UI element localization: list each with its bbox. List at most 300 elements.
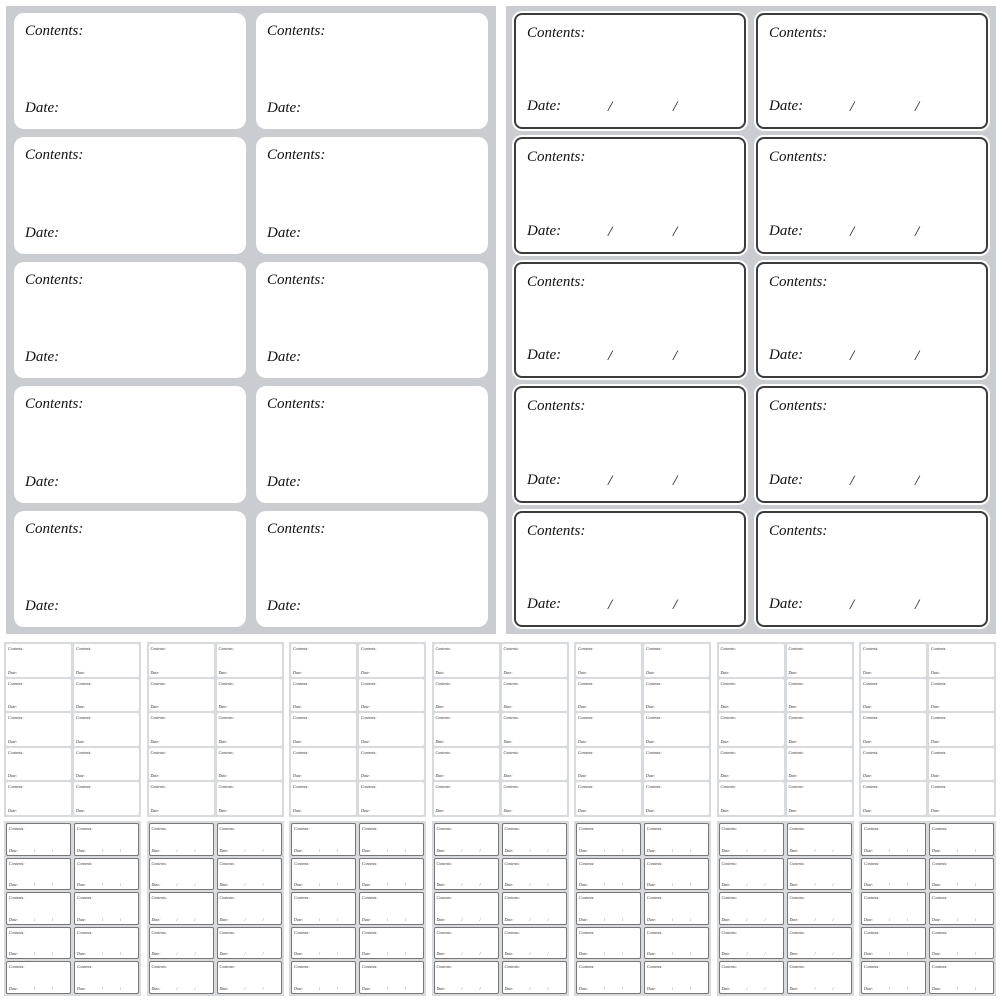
- mini-label: [149, 679, 214, 712]
- mini-label: [359, 961, 424, 994]
- mini-date-separator: /: [34, 985, 36, 991]
- mini-label: [6, 748, 71, 781]
- bordered-label: [756, 137, 988, 253]
- mini-contents-label: Contents:: [293, 680, 309, 686]
- mini-contents-label: Contents:: [435, 784, 452, 790]
- mini-date-label: Date:: [646, 773, 656, 779]
- mini-contents-label: Contents:: [219, 964, 236, 970]
- mini-date-separator: /: [889, 882, 891, 888]
- mini-date-separator: /: [194, 985, 196, 991]
- mini-label: [6, 823, 71, 856]
- mini-date-label: Date:: [294, 882, 304, 888]
- mini-label: [6, 782, 71, 815]
- mini-contents-label: Contents:: [294, 860, 310, 866]
- mini-label: [861, 782, 926, 815]
- mini-contents-label: Contents:: [503, 646, 520, 651]
- bordered-label: [756, 13, 988, 129]
- mini-contents-label: Contents:: [219, 895, 236, 901]
- mini-date-label: Date:: [8, 773, 18, 779]
- mini-date-separator: /: [102, 882, 104, 888]
- mini-date-separator: /: [244, 882, 246, 888]
- contents-label: Contents:: [527, 273, 586, 290]
- mini-contents-label: Contents:: [150, 749, 167, 755]
- mini-date-label: Date:: [9, 916, 19, 922]
- mini-date-label: Date:: [76, 773, 86, 779]
- mini-contents-label: Contents:: [504, 826, 521, 831]
- mini-label: [787, 823, 852, 856]
- mini-label: [6, 927, 71, 960]
- mini-date-separator: /: [34, 847, 36, 853]
- mini-label: [719, 823, 784, 856]
- mini-date-separator: /: [479, 916, 481, 922]
- mini-date-separator: /: [319, 985, 321, 991]
- date-separator: /: [850, 223, 855, 240]
- mini-date-label: Date:: [219, 916, 229, 922]
- mini-date-label: Date:: [647, 847, 657, 853]
- mini-label: [861, 858, 926, 891]
- date-label: Date:: [267, 598, 302, 614]
- mini-label: [217, 782, 282, 815]
- mini-date-separator: /: [461, 916, 463, 922]
- mini-contents-label: Contents:: [579, 860, 595, 866]
- mini-date-label: Date:: [8, 704, 18, 710]
- mini-label: [929, 858, 994, 891]
- mini-contents-label: Contents:: [647, 895, 663, 901]
- mini-label: [74, 823, 139, 856]
- mini-date-label: Date:: [504, 951, 514, 957]
- mini-date-separator: /: [387, 847, 389, 853]
- mini-label: [787, 927, 852, 960]
- mini-date-separator: /: [479, 847, 481, 853]
- mini-date-separator: /: [604, 951, 606, 957]
- mini-date-label: Date:: [362, 847, 372, 853]
- mini-date-label: Date:: [503, 738, 513, 744]
- label-grid-bordered: [506, 6, 996, 634]
- mini-contents-label: Contents:: [8, 749, 24, 755]
- mini-contents-label: Contents:: [362, 860, 378, 866]
- sheet-thumbnail: [289, 821, 426, 996]
- date-label: Date:: [527, 98, 562, 115]
- mini-contents-label: Contents:: [578, 680, 594, 686]
- mini-label: [644, 782, 709, 815]
- mini-label: [291, 748, 356, 781]
- mini-date-label: Date:: [931, 738, 941, 744]
- mini-date-label: Date:: [720, 807, 730, 813]
- mini-label: [929, 823, 994, 856]
- mini-date-separator: /: [814, 882, 816, 888]
- mini-label: [719, 644, 784, 677]
- mini-date-separator: /: [622, 882, 624, 888]
- mini-label: [502, 858, 567, 891]
- mini-contents-label: Contents:: [436, 895, 453, 901]
- mini-label: [6, 679, 71, 712]
- mini-date-label: Date:: [788, 704, 798, 710]
- mini-date-label: Date:: [788, 773, 798, 779]
- mini-date-label: Date:: [218, 738, 228, 744]
- mini-date-separator: /: [957, 951, 959, 957]
- mini-label: [291, 782, 356, 815]
- mini-date-label: Date:: [578, 704, 588, 710]
- mini-date-separator: /: [957, 916, 959, 922]
- date-label: Date:: [527, 222, 562, 239]
- mini-label: [149, 748, 214, 781]
- mini-date-separator: /: [957, 985, 959, 991]
- mini-date-label: Date:: [863, 807, 873, 813]
- mini-contents-label: Contents:: [294, 964, 310, 970]
- mini-date-separator: /: [34, 882, 36, 888]
- mini-date-separator: /: [244, 916, 246, 922]
- mini-date-separator: /: [244, 847, 246, 853]
- mini-date-separator: /: [672, 882, 674, 888]
- mini-contents-label: Contents:: [361, 646, 377, 651]
- bordered-label: [756, 511, 988, 627]
- mini-date-separator: /: [34, 916, 36, 922]
- mini-label: [434, 679, 499, 712]
- mini-date-label: Date:: [435, 669, 445, 675]
- mini-label: [434, 961, 499, 994]
- mini-contents-label: Contents:: [436, 964, 453, 970]
- mini-date-label: Date:: [863, 669, 873, 675]
- mini-date-separator: /: [102, 916, 104, 922]
- mini-date-label: Date:: [579, 882, 589, 888]
- mini-date-separator: /: [975, 882, 977, 888]
- mini-contents-label: Contents:: [720, 680, 737, 686]
- mini-date-separator: /: [52, 882, 54, 888]
- mini-date-separator: /: [746, 916, 748, 922]
- date-label: Date:: [25, 224, 60, 241]
- contents-label: Contents:: [769, 25, 828, 41]
- mini-label: [644, 748, 709, 781]
- mini-label: [74, 679, 139, 712]
- mini-label: [217, 892, 282, 925]
- mini-date-label: Date:: [503, 704, 513, 710]
- mini-date-label: Date:: [361, 669, 371, 675]
- contents-label: Contents:: [527, 398, 586, 415]
- mini-contents-label: Contents:: [362, 964, 378, 970]
- mini-date-label: Date:: [362, 985, 372, 991]
- bordered-label: [514, 137, 746, 253]
- mini-contents-label: Contents:: [646, 680, 662, 686]
- mini-date-separator: /: [690, 916, 692, 922]
- mini-contents-label: Contents:: [9, 964, 25, 970]
- mini-label: [6, 961, 71, 994]
- date-separator: /: [608, 348, 613, 365]
- mini-contents-label: Contents:: [789, 860, 806, 866]
- mini-label: [719, 748, 784, 781]
- mini-contents-label: Contents:: [76, 749, 92, 755]
- date-label: Date:: [769, 222, 804, 239]
- mini-contents-label: Contents:: [361, 749, 377, 755]
- mini-date-label: Date:: [435, 738, 445, 744]
- date-separator: /: [608, 223, 613, 240]
- mini-date-label: Date:: [76, 807, 86, 813]
- mini-date-label: Date:: [150, 669, 160, 675]
- mini-label: [719, 679, 784, 712]
- sheet-thumbnail: [147, 642, 284, 817]
- date-separator: /: [673, 99, 678, 116]
- mini-date-separator: /: [907, 882, 909, 888]
- mini-date-label: Date:: [218, 773, 228, 779]
- mini-date-separator: /: [461, 951, 463, 957]
- mini-label: [861, 748, 926, 781]
- mini-date-label: Date:: [77, 985, 87, 991]
- mini-label: [929, 782, 994, 815]
- mini-label: [434, 713, 499, 746]
- date-separator: /: [915, 223, 920, 240]
- mini-date-label: Date:: [361, 738, 371, 744]
- mini-date-label: Date:: [863, 704, 873, 710]
- mini-date-label: Date:: [788, 738, 798, 744]
- mini-contents-label: Contents:: [293, 715, 309, 721]
- mini-label: [644, 961, 709, 994]
- label-grid-plain: [6, 6, 496, 634]
- mini-label: [74, 961, 139, 994]
- mini-date-label: Date:: [646, 807, 656, 813]
- mini-date-label: Date:: [436, 985, 446, 991]
- mini-label: [6, 892, 71, 925]
- mini-date-label: Date:: [721, 951, 731, 957]
- mini-label: [217, 858, 282, 891]
- mini-date-separator: /: [387, 985, 389, 991]
- plain-label: [256, 262, 488, 378]
- mini-date-separator: /: [52, 847, 54, 853]
- mini-label: [149, 892, 214, 925]
- mini-date-separator: /: [405, 847, 407, 853]
- mini-contents-label: Contents:: [578, 749, 594, 755]
- mini-date-separator: /: [889, 847, 891, 853]
- mini-contents-label: Contents:: [647, 826, 663, 831]
- contents-label: Contents:: [25, 520, 84, 537]
- mini-date-separator: /: [52, 951, 54, 957]
- mini-date-separator: /: [120, 916, 122, 922]
- mini-contents-label: Contents:: [578, 784, 594, 790]
- mini-date-label: Date:: [578, 669, 588, 675]
- mini-date-label: Date:: [8, 669, 18, 675]
- mini-contents-label: Contents:: [293, 646, 309, 651]
- mini-date-separator: /: [102, 847, 104, 853]
- mini-contents-label: Contents:: [76, 715, 92, 721]
- mini-label: [74, 892, 139, 925]
- mini-date-label: Date:: [504, 916, 514, 922]
- mini-date-label: Date:: [293, 669, 303, 675]
- mini-contents-label: Contents:: [9, 826, 25, 831]
- mini-date-label: Date:: [294, 951, 304, 957]
- mini-contents-label: Contents:: [789, 826, 806, 831]
- mini-date-separator: /: [622, 916, 624, 922]
- mini-contents-label: Contents:: [503, 784, 520, 790]
- mini-date-label: Date:: [647, 951, 657, 957]
- mini-date-separator: /: [746, 951, 748, 957]
- bordered-label: [756, 262, 988, 378]
- mini-date-label: Date:: [646, 738, 656, 744]
- mini-contents-label: Contents:: [504, 964, 521, 970]
- mini-contents-label: Contents:: [931, 646, 947, 651]
- contents-label: Contents:: [267, 396, 326, 413]
- mini-label: [929, 713, 994, 746]
- mini-contents-label: Contents:: [863, 784, 879, 790]
- mini-label: [502, 823, 567, 856]
- mini-date-separator: /: [889, 951, 891, 957]
- plain-label: [14, 13, 246, 129]
- mini-date-label: Date:: [789, 951, 799, 957]
- mini-contents-label: Contents:: [151, 860, 168, 866]
- contents-label: Contents:: [769, 398, 828, 415]
- mini-label: [929, 961, 994, 994]
- mini-date-label: Date:: [789, 847, 799, 853]
- mini-date-label: Date:: [646, 669, 656, 675]
- mini-contents-label: Contents:: [789, 964, 806, 970]
- mini-label: [149, 713, 214, 746]
- mini-label: [576, 961, 641, 994]
- date-label: Date:: [527, 596, 562, 612]
- mini-date-separator: /: [814, 916, 816, 922]
- mini-date-label: Date:: [578, 773, 588, 779]
- mini-date-label: Date:: [931, 773, 941, 779]
- mini-date-separator: /: [387, 916, 389, 922]
- mini-date-label: Date:: [294, 916, 304, 922]
- mini-contents-label: Contents:: [219, 860, 236, 866]
- mini-label: [434, 644, 499, 677]
- mini-date-separator: /: [889, 916, 891, 922]
- mini-contents-label: Contents:: [503, 680, 520, 686]
- mini-date-separator: /: [176, 951, 178, 957]
- mini-contents-label: Contents:: [720, 749, 737, 755]
- mini-date-label: Date:: [151, 916, 161, 922]
- mini-contents-label: Contents:: [435, 715, 452, 721]
- mini-date-separator: /: [262, 985, 264, 991]
- mini-contents-label: Contents:: [9, 895, 25, 901]
- mini-contents-label: Contents:: [435, 646, 452, 651]
- date-separator: /: [915, 597, 920, 613]
- mini-contents-label: Contents:: [579, 895, 595, 901]
- mini-label: [719, 961, 784, 994]
- mini-date-label: Date:: [435, 773, 445, 779]
- mini-label: [434, 748, 499, 781]
- mini-date-separator: /: [975, 916, 977, 922]
- date-separator: /: [915, 99, 920, 116]
- mini-date-separator: /: [975, 985, 977, 991]
- mini-date-separator: /: [957, 847, 959, 853]
- plain-label: [256, 137, 488, 253]
- mini-date-separator: /: [120, 847, 122, 853]
- mini-contents-label: Contents:: [932, 964, 948, 970]
- mini-contents-label: Contents:: [219, 929, 236, 935]
- mini-date-separator: /: [907, 985, 909, 991]
- date-separator: /: [850, 348, 855, 365]
- bordered-label: [514, 511, 746, 627]
- mini-label: [576, 823, 641, 856]
- mini-date-label: Date:: [9, 882, 19, 888]
- mini-date-separator: /: [319, 847, 321, 853]
- mini-contents-label: Contents:: [151, 895, 168, 901]
- contents-label: Contents:: [769, 273, 828, 290]
- mini-date-separator: /: [957, 882, 959, 888]
- mini-label: [291, 679, 356, 712]
- mini-label: [929, 679, 994, 712]
- mini-contents-label: Contents:: [721, 895, 738, 901]
- mini-date-separator: /: [176, 985, 178, 991]
- mini-date-label: Date:: [361, 773, 371, 779]
- mini-contents-label: Contents:: [8, 680, 24, 686]
- mini-contents-label: Contents:: [931, 784, 947, 790]
- mini-contents-label: Contents:: [503, 749, 520, 755]
- mini-label: [74, 858, 139, 891]
- mini-label: [149, 823, 214, 856]
- date-separator: /: [673, 223, 678, 240]
- mini-contents-label: Contents:: [8, 784, 24, 790]
- mini-contents-label: Contents:: [362, 826, 378, 831]
- mini-contents-label: Contents:: [932, 826, 948, 831]
- mini-contents-label: Contents:: [218, 749, 235, 755]
- mini-label: [644, 679, 709, 712]
- sheet-thumbnail: [859, 821, 996, 996]
- sheet-thumbnail: [432, 821, 569, 996]
- mini-contents-label: Contents:: [77, 929, 93, 935]
- mini-contents-label: Contents:: [646, 749, 662, 755]
- mini-date-label: Date:: [219, 951, 229, 957]
- mini-date-label: Date:: [864, 882, 874, 888]
- mini-date-label: Date:: [720, 669, 730, 675]
- mini-date-label: Date:: [293, 738, 303, 744]
- mini-date-label: Date:: [789, 882, 799, 888]
- mini-date-separator: /: [764, 882, 766, 888]
- mini-date-separator: /: [672, 847, 674, 853]
- sheet-thumbnail: [717, 821, 854, 996]
- mini-date-separator: /: [622, 951, 624, 957]
- mini-label: [434, 892, 499, 925]
- contents-label: Contents:: [25, 271, 84, 288]
- mini-contents-label: Contents:: [504, 895, 521, 901]
- mini-label: [861, 892, 926, 925]
- mini-date-separator: /: [319, 916, 321, 922]
- mini-label: [217, 748, 282, 781]
- mini-date-separator: /: [120, 985, 122, 991]
- mini-contents-label: Contents:: [932, 929, 948, 935]
- date-separator: /: [608, 597, 613, 613]
- mini-contents-label: Contents:: [578, 646, 594, 651]
- mini-date-label: Date:: [151, 847, 161, 853]
- mini-date-separator: /: [832, 847, 834, 853]
- mini-label: [6, 858, 71, 891]
- mini-date-label: Date:: [931, 807, 941, 813]
- mini-date-label: Date:: [435, 807, 445, 813]
- mini-date-label: Date:: [436, 951, 446, 957]
- date-label: Date:: [25, 100, 60, 117]
- mini-date-label: Date:: [504, 882, 514, 888]
- mini-date-separator: /: [387, 951, 389, 957]
- mini-label: [787, 858, 852, 891]
- mini-label: [74, 782, 139, 815]
- sheet-thumbnail: [4, 821, 141, 996]
- mini-date-label: Date:: [789, 985, 799, 991]
- date-label: Date:: [769, 98, 804, 115]
- mini-date-separator: /: [764, 985, 766, 991]
- mini-contents-label: Contents:: [864, 964, 880, 970]
- mini-date-label: Date:: [504, 847, 514, 853]
- mini-label: [929, 927, 994, 960]
- mini-date-label: Date:: [77, 882, 87, 888]
- date-label: Date:: [267, 100, 302, 117]
- mini-label: [359, 782, 424, 815]
- date-label: Date:: [267, 349, 302, 366]
- mini-label: [434, 782, 499, 815]
- mini-label: [929, 748, 994, 781]
- mini-contents-label: Contents:: [218, 784, 235, 790]
- contents-label: Contents:: [527, 522, 586, 539]
- mini-date-separator: /: [604, 916, 606, 922]
- mini-contents-label: Contents:: [218, 646, 235, 651]
- mini-date-separator: /: [764, 916, 766, 922]
